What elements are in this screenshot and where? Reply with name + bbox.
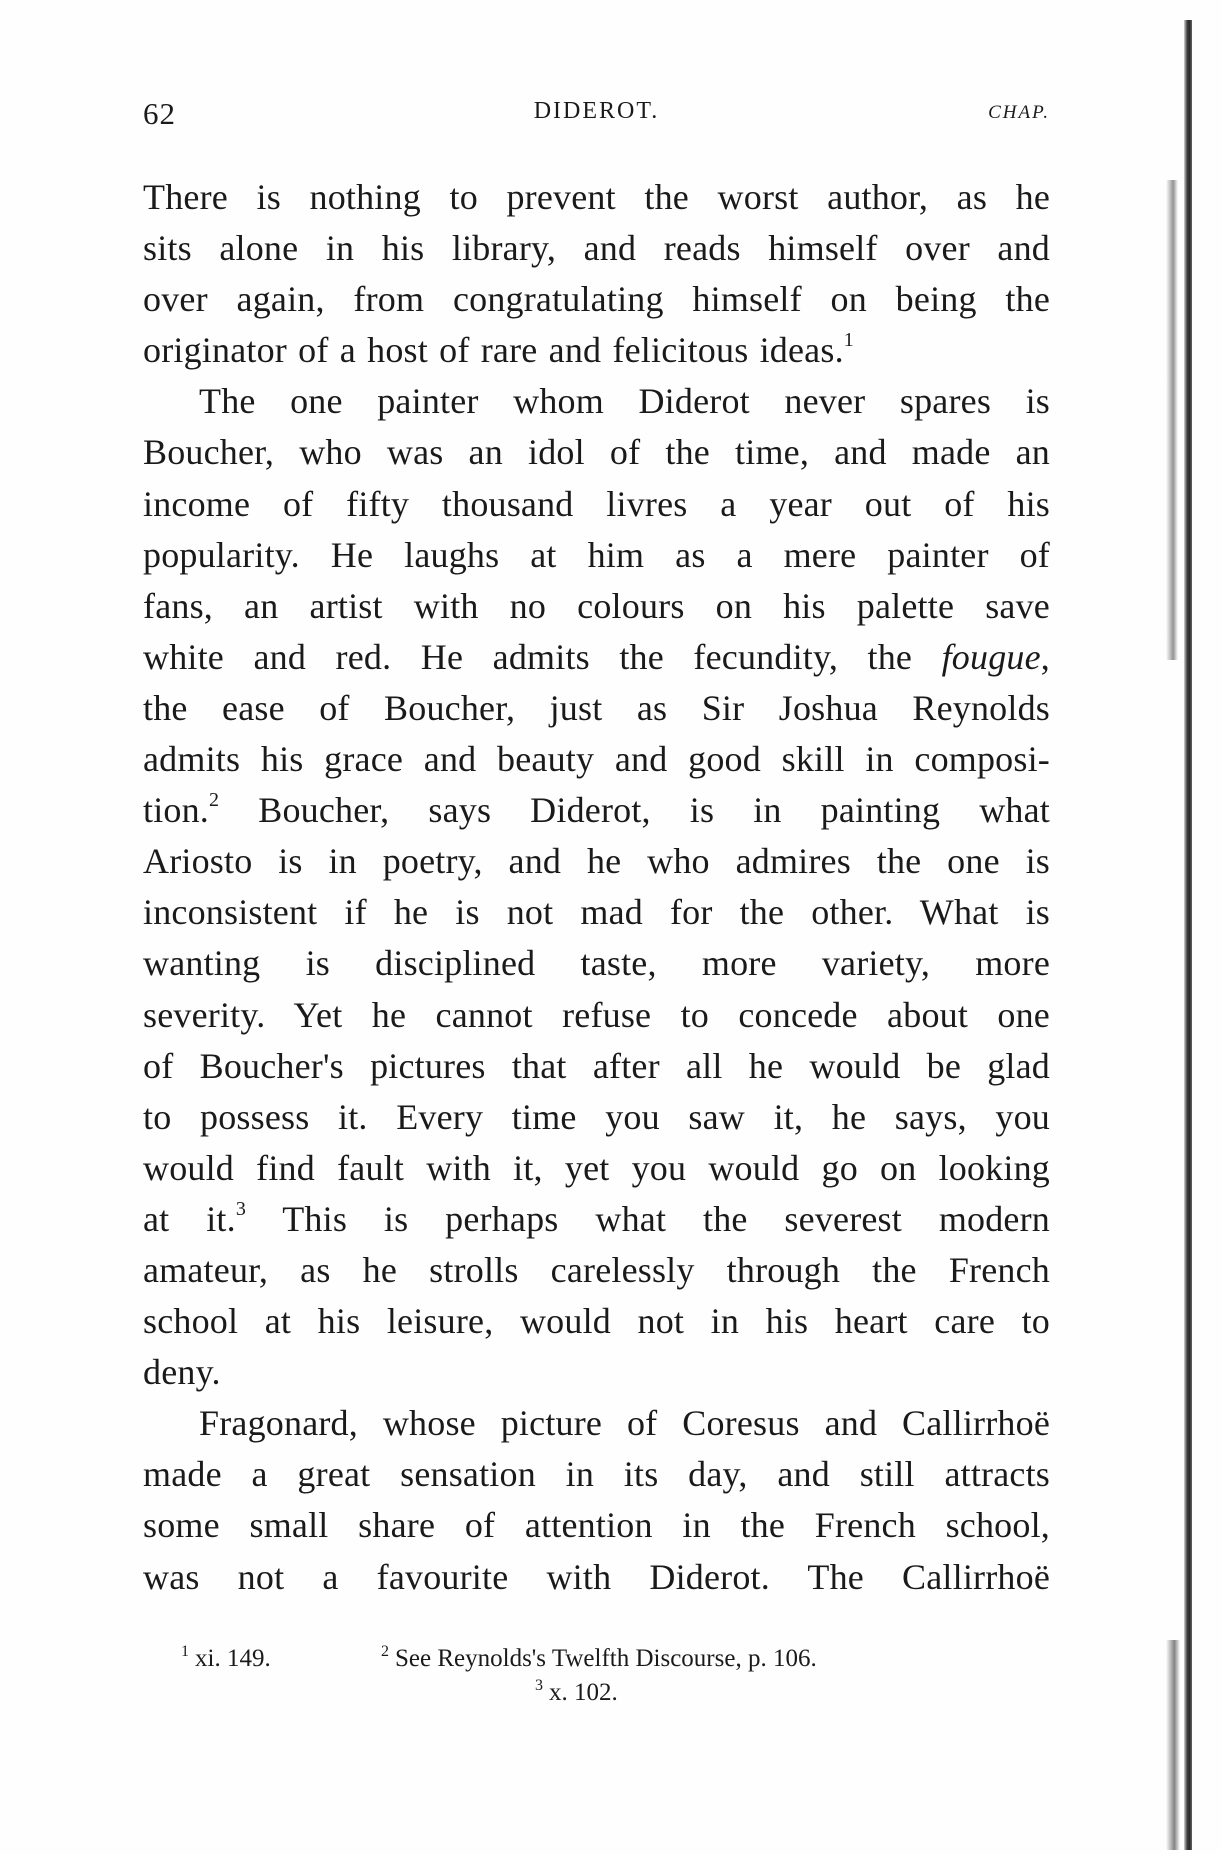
text-line-main: the ease of Boucher, just as Sir Joshua Reynolds — [143, 687, 1050, 728]
footnote-1-text: xi. 149. — [195, 1645, 271, 1672]
text-line-main: severity. Yet he cannot refuse to concede about one — [143, 994, 1050, 1035]
text-line-main: admits his grace and beauty and good skill in composi- — [143, 739, 1050, 780]
text-line-main: some small share of attention in the French school, — [143, 1505, 1050, 1546]
text-line — [143, 479, 1050, 530]
text-line-main: There is nothing to prevent the worst author, as he — [143, 177, 1050, 217]
text-line-content — [143, 785, 1050, 836]
text-line — [143, 632, 1050, 683]
text-line-main: Fragonard, whose picture of Coresus and Callirrhoë — [199, 1403, 1050, 1444]
text-line-content — [199, 376, 1050, 427]
text-line-content — [143, 1143, 1050, 1194]
footnote-2-text: See Reynolds's Twelfth Discourse, p. 106. — [395, 1645, 817, 1672]
text-line-main: fans, an artist with no colours on his palette save — [143, 585, 1050, 626]
text-line-content — [143, 1041, 1050, 1092]
text-line — [143, 1552, 1050, 1603]
footnote-1 — [181, 1642, 271, 1676]
body-text — [143, 172, 1050, 1603]
running-title: DIDEROT. — [533, 98, 660, 124]
text-line — [143, 887, 1050, 938]
text-line — [143, 1449, 1050, 1500]
text-line — [143, 581, 1050, 632]
text-line — [143, 172, 1050, 223]
text-line-content — [143, 1552, 1050, 1603]
text-line — [143, 1347, 1050, 1398]
footnote-reference: 3 — [235, 1197, 247, 1220]
text-line-content — [143, 223, 1050, 274]
text-line-content — [143, 990, 1050, 1041]
text-line-main: amateur, as he strolls carelessly through the French — [143, 1249, 1050, 1290]
binding-edge-shadow — [1184, 20, 1192, 1850]
text-line — [143, 1296, 1050, 1347]
text-line-content — [143, 887, 1050, 938]
text-line — [143, 734, 1050, 785]
text-line-main: was not a favourite with Diderot. The Callirrhoë — [143, 1556, 1050, 1597]
footnotes — [143, 1642, 1050, 1710]
footnote-reference: 2 — [209, 789, 220, 812]
text-line — [143, 1500, 1050, 1551]
footnote-2-mark: 2 — [381, 1643, 389, 1660]
text-line-tail: , — [1040, 636, 1050, 677]
text-line — [143, 938, 1050, 989]
text-line-content — [143, 836, 1050, 887]
text-line — [143, 530, 1050, 581]
page-number: 62 — [143, 96, 176, 131]
text-line — [143, 683, 1050, 734]
text-line-main: to possess it. Every time you saw it, he says, you — [143, 1096, 1050, 1137]
text-line-content — [143, 734, 1050, 785]
text-line-content — [143, 427, 1050, 478]
text-line-main: originator of a host of rare and felicitous ideas. — [143, 330, 844, 371]
text-line — [143, 785, 1050, 836]
text-line-main: tion. — [143, 790, 210, 831]
text-line-main: over again, from congratulating himself on being the — [143, 279, 1050, 320]
footnote-2 — [381, 1642, 817, 1676]
footnote-3 — [535, 1676, 618, 1710]
running-header — [143, 96, 1050, 136]
binding-smudge-upper — [1166, 180, 1178, 660]
text-line-after-ref: Boucher, says Diderot, is in painting what — [219, 790, 1050, 831]
text-line — [143, 1194, 1050, 1245]
text-line-after-ref: This is perhaps what the severest modern — [246, 1198, 1050, 1239]
text-line-main: income of fifty thousand livres a year out of his — [143, 483, 1050, 524]
text-line-content — [143, 581, 1050, 632]
binding-smudge-lower — [1166, 1640, 1180, 1850]
text-line-content — [143, 1296, 1050, 1347]
text-line-main: The one painter whom Diderot never spares is — [199, 381, 1050, 422]
text-line — [143, 376, 1050, 427]
footnote-3-text: x. 102. — [549, 1679, 618, 1706]
text-line-content — [143, 325, 1050, 376]
chapter-label: CHAP. — [988, 102, 1050, 123]
text-line-main: of Boucher's pictures that after all he would be glad — [143, 1045, 1050, 1086]
text-line-content — [143, 1194, 1050, 1245]
text-line-main: deny. — [143, 1352, 221, 1393]
text-line-main: Ariosto is in poetry, and he who admires the one is — [143, 841, 1050, 882]
text-line-main: Boucher, who was an idol of the time, and made an — [143, 432, 1050, 473]
text-line — [143, 990, 1050, 1041]
text-line-main: inconsistent if he is not mad for the other. What is — [143, 892, 1050, 933]
text-line-main: sits alone in his library, and reads himself over and — [143, 228, 1050, 269]
text-line-main: wanting is disciplined taste, more variety, more — [143, 943, 1050, 984]
text-line-content — [143, 938, 1050, 989]
text-line — [143, 1041, 1050, 1092]
text-line-content — [143, 1245, 1050, 1296]
text-line-content — [143, 1092, 1050, 1143]
footnote-reference: 1 — [843, 329, 854, 352]
text-line-content — [143, 632, 1050, 683]
text-line — [143, 223, 1050, 274]
text-line — [143, 1398, 1050, 1449]
text-line-content — [143, 479, 1050, 530]
italic-term: fougue — [941, 636, 1041, 677]
text-line-content — [143, 1449, 1050, 1500]
text-line-content — [143, 172, 1050, 223]
text-line-content — [143, 530, 1050, 581]
text-line — [143, 1092, 1050, 1143]
text-line — [143, 1245, 1050, 1296]
footnote-3-mark: 3 — [535, 1677, 543, 1694]
text-line-main: made a great sensation in its day, and still attracts — [143, 1454, 1050, 1495]
footnote-1-mark: 1 — [181, 1643, 189, 1660]
text-line-content — [143, 1500, 1050, 1551]
text-line-main: at it. — [143, 1198, 236, 1239]
text-line-main: popularity. He laughs at him as a mere painter of — [143, 534, 1050, 575]
text-line-content — [143, 683, 1050, 734]
text-line — [143, 325, 1050, 376]
text-line-main: white and red. He admits the fecundity, the — [143, 636, 913, 677]
text-line-main: school at his leisure, would not in his heart care to — [143, 1301, 1050, 1342]
text-line-content — [199, 1398, 1050, 1449]
text-line — [143, 427, 1050, 478]
text-line-main: would find fault with it, yet you would go on looking — [143, 1147, 1050, 1188]
text-line — [143, 1143, 1050, 1194]
text-line — [143, 836, 1050, 887]
text-line — [143, 274, 1050, 325]
text-line-content — [143, 274, 1050, 325]
text-line-content — [143, 1347, 1050, 1398]
